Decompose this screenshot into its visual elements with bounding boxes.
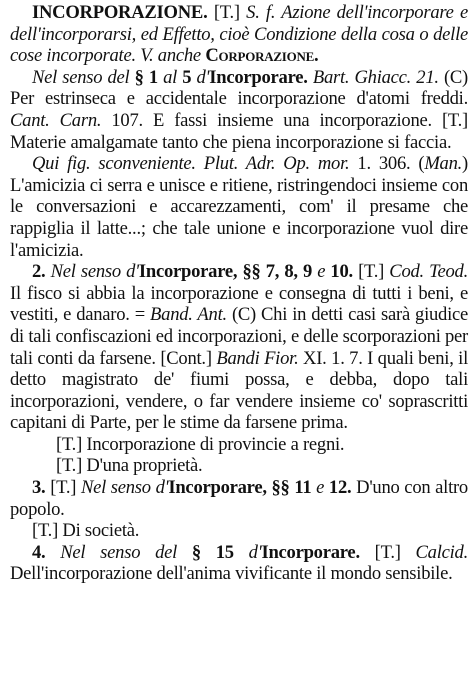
text-segment: Dell'incorporazione dell'anima vivificante il mondo sensibile. [10, 563, 453, 585]
text-segment: Bart. Ghiacc. 21. [307, 66, 439, 88]
text-segment: 2. [32, 261, 46, 283]
text-segment: Bandi Fior. [216, 347, 299, 369]
text-segment: Incorporare. [261, 541, 360, 563]
example-provinces [10, 434, 468, 456]
text-segment: ) L'amicizia ci serra e unisce e ritiene, ristringendoci insieme con le conversazioni e accarezzamenti, com' il presame che rappiglia il latte...; che tale unione e incorporazione vuol dire l'amicizia. [10, 153, 468, 261]
sense-1-paragraph [10, 67, 468, 153]
text-segment: Cant. Carn. [10, 109, 102, 131]
text-segment: (C) Chi in detti casi sarà giudice di tali confiscazioni ed incorporazioni, e delle scorporazioni per tali conti da farsene. [Cont.] [10, 304, 468, 369]
figurative-sense-paragraph [10, 153, 468, 261]
text-segment: [T.] Di società. [32, 520, 140, 542]
text-segment: Cod. Teod. [389, 261, 468, 283]
text-segment: D'uno con altro popolo. [10, 477, 468, 520]
example-society [10, 520, 468, 542]
text-segment: 3. [32, 477, 46, 499]
text-segment: [T.] [352, 261, 390, 283]
sense-2-paragraph [10, 261, 468, 434]
text-segment: d' [191, 66, 210, 88]
text-segment: 4. [32, 541, 46, 563]
text-segment: Nel senso d' [45, 261, 139, 283]
text-segment: S. f. Azione dell'incorporare e dell'incorporarsi, ed Effetto, cioè Condizione della cosa o delle cose incorporate. V. anche [10, 2, 468, 67]
text-segment: [T.] [45, 477, 81, 499]
text-segment: (C) Per estrinseca e accidentale incorporazione d'atomi freddi. [10, 66, 468, 110]
text-segment: Band. Ant. [150, 304, 227, 326]
text-segment: 5 [182, 66, 192, 88]
sense-3-paragraph [10, 477, 468, 520]
text-segment: XI. 1. 7. I quali beni, il detto magistrato de' fiumi possa, e debba, dopo tali incorporazioni, vendere, o far vendere insieme co' soprascritti capitani di Parte, per le stime da farsene prima. [10, 347, 468, 434]
text-segment: [T.] [359, 541, 416, 563]
text-segment: § 1 [134, 66, 158, 88]
text-segment: 10. [330, 261, 353, 283]
text-segment: Calcid. [415, 541, 468, 563]
text-segment: d' [233, 541, 262, 563]
sense-4-paragraph [10, 542, 468, 585]
text-segment: INCORPORAZIONE. [32, 2, 208, 23]
text-segment: 107. E fassi insieme una incorporazione. [T.] Materie amalgamate tanto che piena incorporazione si faccia. [10, 109, 468, 153]
text-segment: Qui fig. sconveniente. Plut. Adr. Op. mor. [32, 153, 350, 175]
text-segment: [T.] Incorporazione di provincie a regni. [56, 433, 345, 455]
text-segment: § 15 [191, 541, 234, 563]
text-segment: 12. [328, 477, 352, 499]
text-segment: Man. [424, 153, 463, 175]
entry-definition [10, 2, 468, 67]
dictionary-entry-incorporazione [10, 2, 468, 585]
text-segment: [T.] [207, 2, 247, 23]
example-property [10, 455, 468, 477]
text-segment: [T.] D'una proprietà. [56, 455, 203, 477]
text-segment: Nel senso del [45, 541, 192, 563]
text-segment: Nel senso del [32, 66, 135, 88]
text-segment: Incorporare, [138, 261, 238, 283]
text-segment: Il fisco si abbia la incorporazione e consegna di tutti i beni, e vestiti, e danaro. = [10, 282, 468, 326]
text-segment: Corporazione. [205, 45, 319, 67]
text-segment: Nel senso d' [80, 477, 169, 499]
text-segment: e [311, 477, 329, 499]
text-segment: §§ 7, 8, 9 [237, 261, 313, 283]
text-segment: Incorporare. [209, 66, 308, 88]
text-segment: §§ 11 [266, 477, 312, 499]
text-segment: 1. 306. ( [349, 153, 425, 175]
text-segment: e [312, 261, 331, 283]
text-segment: al [157, 66, 183, 88]
text-segment: Incorporare, [168, 477, 267, 499]
